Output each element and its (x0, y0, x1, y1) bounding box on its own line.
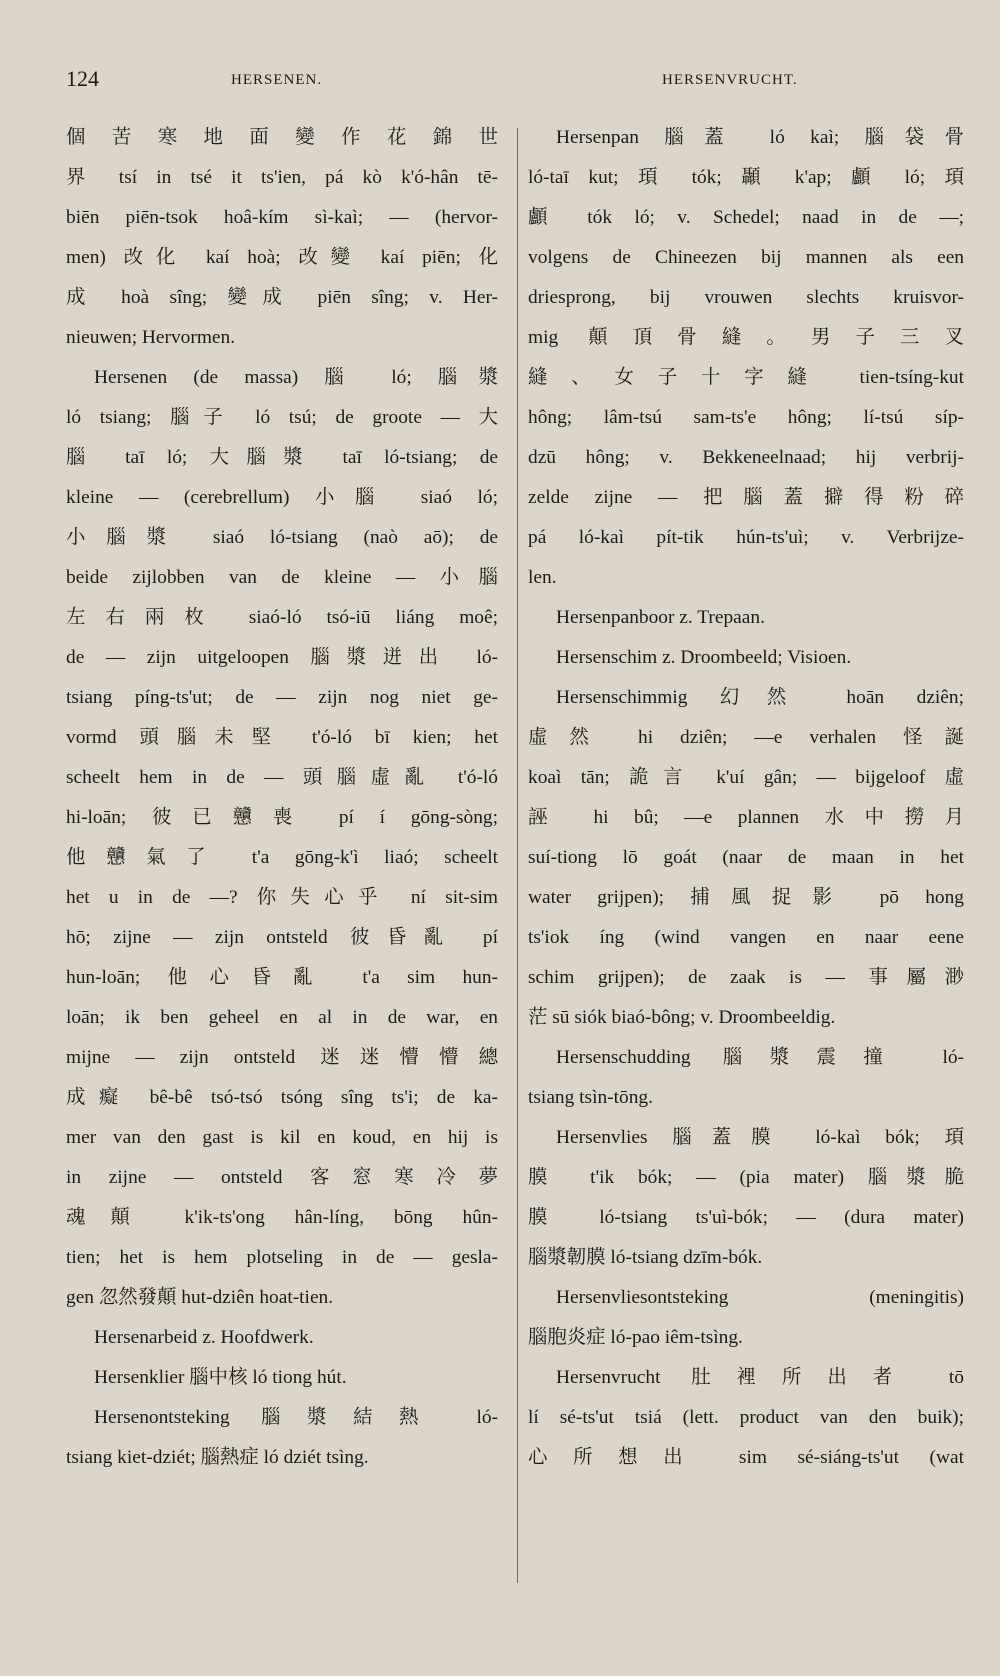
text-line: nieuwen; Hervormen. (66, 327, 236, 348)
entry-line: Hersenpanboor z. Trepaan. (556, 607, 765, 628)
text-line: 左右兩枚 siaó-ló tsó-iū liáng moê; (66, 607, 498, 628)
text-line: 茫 sū siók biaó-bông; v. Droombeeldig. (528, 1007, 836, 1028)
page-header (66, 66, 960, 102)
text-line: 心所想出 sim sé-siáng-ts'ut (wat (528, 1447, 964, 1468)
text-line: de — zijn uitgeloopen 腦漿迸出 ló- (66, 647, 498, 668)
text-line: 虛然 hi dziên; —e verhalen 怪誕 (528, 727, 964, 748)
text-line: gen 忽然發顛 hut-dziên hoat-tien. (66, 1287, 334, 1308)
running-head-left: HERSENEN. (231, 72, 323, 88)
entry-line: Hersenvlies 腦蓋膜 ló-kaì bók; 頊 (556, 1127, 964, 1148)
text-line: kleine — (cerebrellum) 小腦 siaó ló; (66, 487, 498, 508)
text-line: suí-tiong lō goát (naar de maan in het (528, 847, 964, 868)
entry-line: Hersenpan 腦蓋 ló kaì; 腦袋骨 (556, 127, 964, 148)
running-head-right: HERSENVRUCHT. (662, 72, 798, 88)
text-line: water grijpen); 捕風捉影 pō hong (528, 887, 964, 908)
text-line: ts'iok íng (wind vangen en naar eene (528, 927, 964, 948)
text-line: len. (528, 567, 557, 588)
entry-line: Hersenschim z. Droombeeld; Visioen. (556, 647, 852, 668)
text-line: 腦漿韌膜 ló-tsiang dzīm-bók. (528, 1247, 763, 1268)
text-line: 成 hoà sîng; 變成 piēn sîng; v. Her- (66, 287, 498, 308)
text-line: hông; lâm-tsú sam-ts'e hông; lí-tsú síp- (528, 407, 964, 428)
entry-line: Hersenvrucht 肚裡所出者 tō (556, 1367, 964, 1388)
text-line: zelde zijne — 把腦蓋擗得粉碎 (528, 487, 964, 508)
text-line: hi-loān; 彼已戇喪 pí í gōng-sòng; (66, 807, 498, 828)
text-line: ló-taī kut; 頊 tók; 顳 k'ap; 顱 ló; 頊 (528, 167, 964, 188)
text-line: volgens de Chineezen bij mannen als een (528, 247, 964, 268)
text-line: 他戇氣了 t'a gōng-k'ì liaó; scheelt (66, 847, 498, 868)
text-line: schim grijpen); de zaak is — 事屬渺 (528, 967, 964, 988)
text-line: het u in de —? 你失心乎 ní sit-sim (66, 887, 498, 908)
text-line: lí sé-ts'ut tsiá (lett. product van den buik); (528, 1407, 964, 1428)
text-line: scheelt hem in de — 頭腦虛亂 t'ó-ló (66, 767, 498, 788)
entry-line: Hersenontsteking 腦漿結熱 ló- (94, 1407, 498, 1428)
entry-line: Hersenklier 腦中核 ló tiong hút. (94, 1367, 347, 1388)
text-line: men) 改化 kaí hoà; 改變 kaí piēn; 化 (66, 247, 498, 268)
text-line: tien; het is hem plotseling in de — gesla- (66, 1247, 498, 1268)
text-line: 個苦寒地面變作花錦世 (66, 127, 498, 148)
text-line: hō; zijne — zijn ontsteld 彼昏亂 pí (66, 927, 498, 948)
text-line: biēn piēn-tsok hoâ-kím sì-kaì; — (hervor- (66, 207, 498, 228)
page-number: 124 (66, 66, 99, 91)
text-line: 成癡 bê-bê tsó-tsó tsóng sîng ts'i; de ka- (66, 1087, 498, 1108)
text-line: mer van den gast is kil en koud, en hij is (66, 1127, 498, 1148)
text-line: 腦 taī ló; 大腦漿 taī ló-tsiang; de (66, 447, 498, 468)
text-line: 縫、女子十字縫 tien-tsíng-kut (528, 367, 964, 388)
text-line: koaì tān; 詭言 k'uí gân; — bijgeloof 虛 (528, 767, 964, 788)
text-line: loān; ik ben geheel en al in de war, en (66, 1007, 498, 1028)
entry-line: Hersenen (de massa) 腦 ló; 腦漿 (94, 367, 498, 388)
left-column (66, 118, 498, 1478)
text-line: beide zijlobben van de kleine — 小腦 (66, 567, 498, 588)
right-column (528, 118, 964, 1478)
text-line: mijne — zijn ontsteld 迷迷懵懵總 (66, 1047, 498, 1068)
text-line: 顱 tók ló; v. Schedel; naad in de —; (528, 207, 964, 228)
text-line: 小腦漿 siaó ló-tsiang (naò aō); de (66, 527, 498, 548)
entry-line: Hersenarbeid z. Hoofdwerk. (94, 1327, 314, 1348)
text-line: 魂顛 k'ik-ts'ong hân-líng, bōng hûn- (66, 1207, 498, 1228)
entry-line: Hersenschudding 腦漿震撞 ló- (556, 1047, 964, 1068)
text-line: mig 顛頂骨縫。男子三叉 (528, 327, 964, 348)
text-line: tsiang tsìn-tōng. (528, 1087, 653, 1108)
text-line: 誣 hi bû; —e plannen 水中撈月 (528, 807, 964, 828)
text-line: 膜 t'ik bók; — (pia mater) 腦漿脆 (528, 1167, 964, 1188)
text-line: pá ló-kaì pít-tik hún-ts'uì; v. Verbrijze- (528, 527, 964, 548)
text-line: tsiang píng-ts'ut; de — zijn nog niet ge- (66, 687, 498, 708)
text-line: dzū hông; v. Bekkeneelnaad; hij verbrij- (528, 447, 964, 468)
text-line: in zijne — ontsteld 客窓寒冷夢 (66, 1167, 498, 1188)
text-line: hun-loān; 他心昏亂 t'a sim hun- (66, 967, 498, 988)
text-line: 界 tsí in tsé it ts'ien, pá kò k'ó-hân tē- (66, 167, 498, 188)
text-line: ló tsiang; 腦子 ló tsú; de groote — 大 (66, 407, 498, 428)
column-divider (517, 128, 518, 1583)
text-line: 腦胞炎症 ló-pao iêm-tsìng. (528, 1327, 743, 1348)
text-line: tsiang kiet-dziét; 腦熱症 ló dziét tsìng. (66, 1447, 369, 1468)
text-line: vormd 頭腦未堅 t'ó-ló bī kien; het (66, 727, 498, 748)
entry-line: Hersenschimmig 幻然 hoān dziên; (556, 687, 964, 708)
text-line: 膜 ló-tsiang ts'uì-bók; — (dura mater) (528, 1207, 964, 1228)
entry-line: Hersenvliesontsteking (meningitis) (556, 1287, 964, 1308)
text-line: driesprong, bij vrouwen slechts kruisvor- (528, 287, 964, 308)
